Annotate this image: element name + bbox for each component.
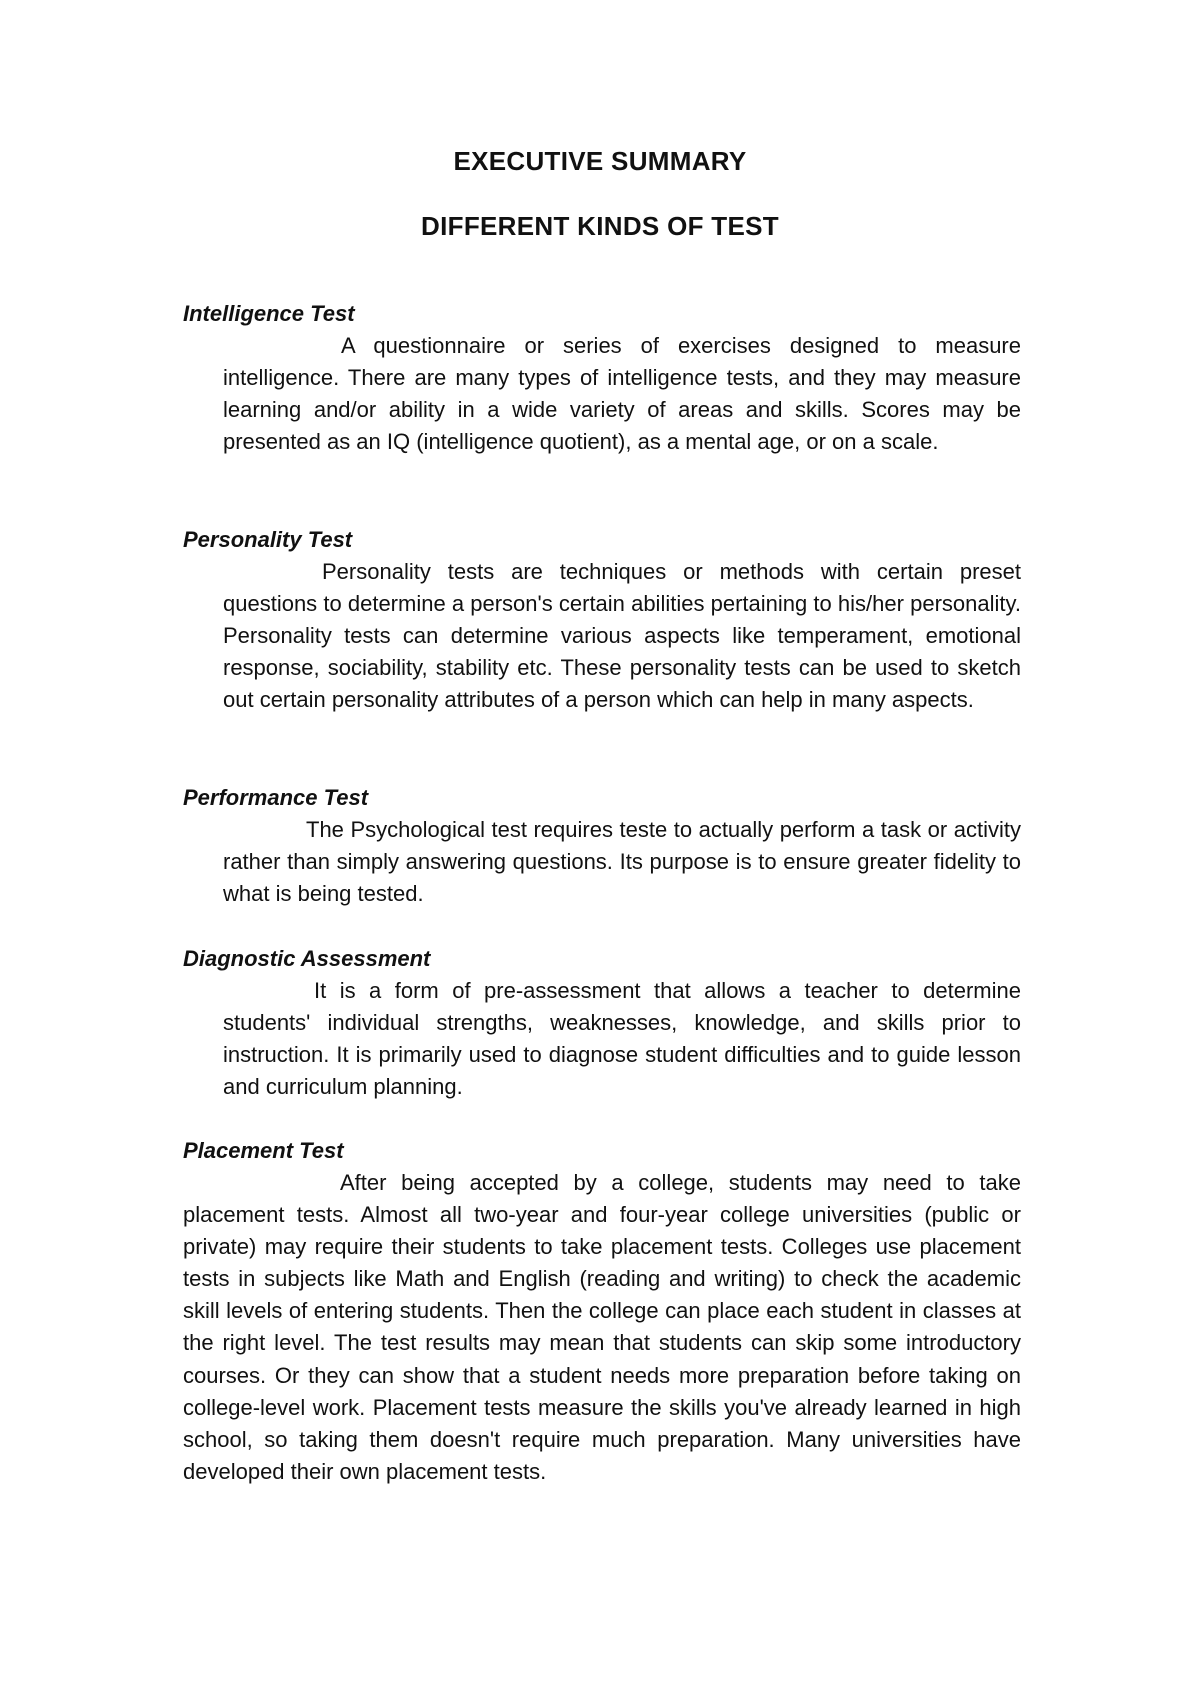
section-body: Personality tests are techniques or methods with certain preset questions to determine a person's certain abilities pertaining to his/her personality. Personality tests can determine various aspects like temperament, emotional response, sociability, stability etc. These personality tests can be used to sketch out certain personality attributes of a person which can help in many aspects.: [223, 559, 1021, 713]
section-heading: Personality Test: [183, 527, 353, 552]
section-heading: Placement Test: [183, 1138, 344, 1163]
section-performance-test: [183, 782, 1021, 910]
section-body: It is a form of pre-assessment that allows a teacher to determine students' individual strengths, weaknesses, knowledge, and skills prior to instruction. It is primarily used to diagnose student difficulties and to guide lesson and curriculum planning.: [223, 978, 1021, 1100]
section-heading: Intelligence Test: [183, 301, 355, 326]
section-intelligence-test: [183, 298, 1021, 458]
section-body: The Psychological test requires teste to actually perform a task or activity rather than simply answering questions. Its purpose is to ensure greater fidelity to what is being tested.: [223, 817, 1021, 907]
section-body: A questionnaire or series of exercises designed to measure intelligence. There are many types of intelligence tests, and they may measure learning and/or ability in a wide variety of areas and skills. Scores may be presented as an IQ (intelligence quotient), as a mental age, or on a scale.: [223, 333, 1021, 455]
section-diagnostic-assessment: [183, 943, 1021, 1103]
document-subtitle: DIFFERENT KINDS OF TEST: [421, 211, 779, 241]
section-body: After being accepted by a college, students may need to take placement tests. Almost all two-year and four-year college universities (public or private) may require their students to take placement tests. Colleges use placement tests in subjects like Math and English (reading and writing) to check the academic skill levels of entering students. Then the college can place each student in classes at the right level. The test results may mean that students can skip some introductory courses. Or they can show that a student needs more preparation before taking on college-level work. Placement tests measure the skills you've already learned in high school, so taking them doesn't require much preparation. Many universities have developed their own placement tests.: [183, 1170, 1021, 1484]
section-heading: Performance Test: [183, 785, 369, 810]
section-personality-test: [183, 524, 1021, 716]
section-heading: Diagnostic Assessment: [183, 946, 431, 971]
document-title: EXECUTIVE SUMMARY: [453, 146, 747, 176]
section-placement-test: [183, 1135, 1021, 1488]
